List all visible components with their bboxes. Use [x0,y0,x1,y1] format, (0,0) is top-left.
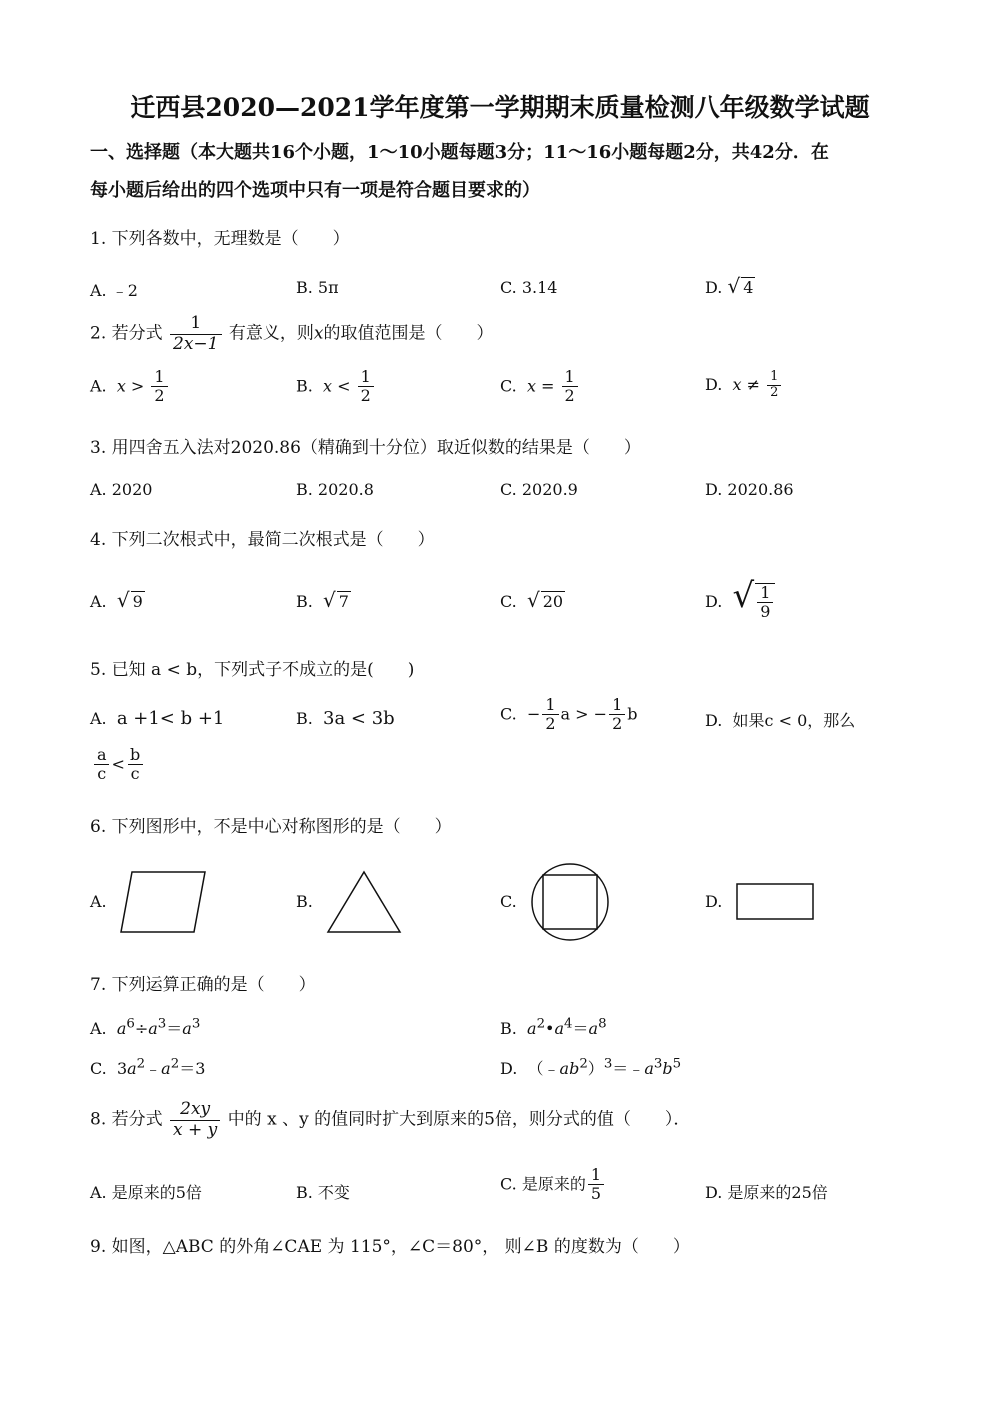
q4-option-b-radicand: 7 [338,592,349,611]
q2-d-d: 2 [767,385,781,401]
q5-d2-op: < [111,754,125,774]
q2-a-d: 2 [151,386,167,405]
q6-option-a: A. [90,892,107,911]
q8-option-b: B. 不变 [296,1183,350,1202]
q4-option-a-label: A. [90,592,107,611]
q3-option-a: A. 2020 [90,480,153,499]
q3-stem: 3. 用四舍五入法对2020.86（精确到十分位）取近似数的结果是（ ） [90,438,641,458]
q5-option-b-expr: 3a < 3b [323,708,395,729]
q2-b-d: 2 [358,386,374,405]
q8-option-c [500,1166,606,1204]
q5-option-b-label: B. [296,709,313,728]
q2-stem-post2: 的取值范围是（ ） [323,323,494,344]
q2-stem-pre: 2. 若分式 [90,323,163,344]
q5-d-cond: c < 0 [764,711,808,730]
q5-stem-cond: a < b [151,660,198,680]
q5-d-post: ，那么 [807,711,856,730]
q7-option-b-label: B. [500,1019,517,1038]
q1-option-d-label: D. [705,278,723,297]
q5-option-c-label: C. [500,704,517,724]
q8-option-d: D. 是原来的25倍 [705,1183,828,1202]
q8-c-d: 5 [588,1184,604,1203]
section-heading-line1: 一、选择题（本大题共16个小题，1～10小题每题3分；11～16小题每题2分，共42分．在 [90,142,829,163]
q2-b-n: 1 [360,367,371,386]
q3-option-b: B. 2020.8 [296,480,374,499]
q5-d2-d1: c [94,764,109,783]
section-heading-line2: 每小题后给出的四个选项中只有一项是符合题目要求的） [90,180,540,201]
q7-stem: 7. 下列运算正确的是（ ） [90,975,316,995]
q2-option-c-expr: x = [526,376,555,396]
q5-d2-d2: c [128,764,143,783]
q5-c-pre: − [526,704,541,724]
q8-fraction [170,1100,220,1140]
q6-option-c: C. [500,892,517,911]
q5-d2-n2: b [129,745,141,764]
q3-option-d: D. 2020.86 [705,480,794,499]
q2-a-n: 1 [154,367,165,386]
q6-option-d: D. [705,892,723,911]
q2-option-c-label: C. [500,376,517,396]
q2-option-d-expr: x ≠ [732,374,761,394]
q4-option-b: B. √ 7 [296,588,349,612]
q8-fraction-den: x + y [170,1120,220,1141]
q8-stem [90,1100,690,1140]
q7-option-b: B. $a^2•a^4=a^8$ [500,1016,607,1038]
q1-stem: 1. 下列各数中，无理数是（ ） [90,229,350,249]
q6-stem: 6. 下列图形中，不是中心对称图形的是（ ） [90,817,452,837]
q8-option-c-label: C. 是原来的 [500,1174,586,1194]
q2-d-n: 1 [770,369,779,384]
q2-option-b-label: B. [296,376,313,396]
q6-option-b: B. [296,892,313,911]
q5-stem-pre: 5. 已知 [90,660,146,680]
q5-c-d1: 2 [542,714,558,733]
q1-option-b: B. 5π [296,278,339,297]
q2-fraction-den: 2x−1 [170,334,221,355]
q5-option-a-expr: a +1< b +1 [116,708,225,729]
q5-c-post: b [627,704,638,724]
q7-option-c-label: C. [90,1059,107,1078]
q2-option-a-expr: x > [116,376,145,396]
q4-option-d: D. √ $\frac{1}{9}$ [705,576,775,621]
q4-option-c: C. √ 20 [500,588,564,612]
q1-option-d: D. √ 4 [705,274,754,298]
q2-fraction-num: 1 [190,313,202,333]
q2-stem-post: 有意义，则 [228,323,314,344]
triangle-figure [328,872,400,932]
q3-option-c: C. 2020.9 [500,480,578,499]
q7-option-d-label: D. [500,1059,518,1078]
q1-option-c: C. 3.14 [500,278,558,297]
inscribed-square-figure [543,875,597,929]
q1-option-a: A. ﹣2 [90,281,138,300]
q8-stem-post: 中的 x 、y 的值同时扩大到原来的5倍，则分式的值（ ）． [227,1109,691,1130]
q8-stem-pre: 8. 若分式 [90,1109,163,1130]
q7-option-a-label: A. [90,1019,107,1038]
q8-fraction-num: 2xy [180,1099,211,1119]
q9-stem: 9. 如图，△ABC 的外角∠CAE 为 115°，∠C＝80°， 则∠B 的度数为（ ） [90,1237,690,1257]
q7-option-a: A. $a^6\div a^3=a^3$ [90,1016,201,1038]
q5-option-d-label: D. [705,711,723,730]
q4-option-c-label: C. [500,592,517,611]
q5-d-pre: 如果 [732,711,765,730]
q2-option-b-expr: x < [323,376,351,396]
q4-d-den: 9 [757,602,773,621]
q5-c-d2: 2 [609,714,625,733]
q4-option-b-label: B. [296,592,313,611]
rectangle-figure [737,884,813,919]
q4-d-num: 1 [760,582,771,602]
page-title: 迁西县2020—2021学年度第一学期期末质量检测八年级数学试题 [130,93,870,122]
q4-option-a-radicand: 9 [132,592,143,611]
q4-option-d-label: D. [705,592,723,611]
parallelogram-figure [121,872,205,932]
q5-c-n2: 1 [612,695,623,714]
q4-option-a: A. √ 9 [90,588,143,612]
q2-option-d-label: D. [705,374,723,394]
q2-option-a-label: A. [90,376,107,396]
q4-stem: 4. 下列二次根式中，最简二次根式是（ ） [90,530,435,550]
q5-stem-post: ，下列式子不成立的是( ) [197,660,415,680]
q8-c-n: 1 [590,1165,602,1184]
q2-stem-var: x [313,323,324,344]
q4-option-c-radicand: 20 [542,592,564,611]
q2-c-d: 2 [562,386,578,405]
q1-option-d-radicand: 4 [743,278,754,297]
q2-c-n: 1 [564,367,575,386]
q5-c-n1: 1 [545,695,556,714]
q5-d2-n1: a [97,745,107,764]
q7-option-d: D. $(﹣ab^2)^3=﹣a^3b^5$ [500,1056,682,1078]
q8-option-a: A. 是原来的5倍 [90,1183,202,1202]
q7-option-c: C. $3a^2﹣a^2=3$ [90,1056,206,1078]
q5-c-mid: a > − [560,704,608,724]
q5-option-a-label: A. [90,709,107,728]
